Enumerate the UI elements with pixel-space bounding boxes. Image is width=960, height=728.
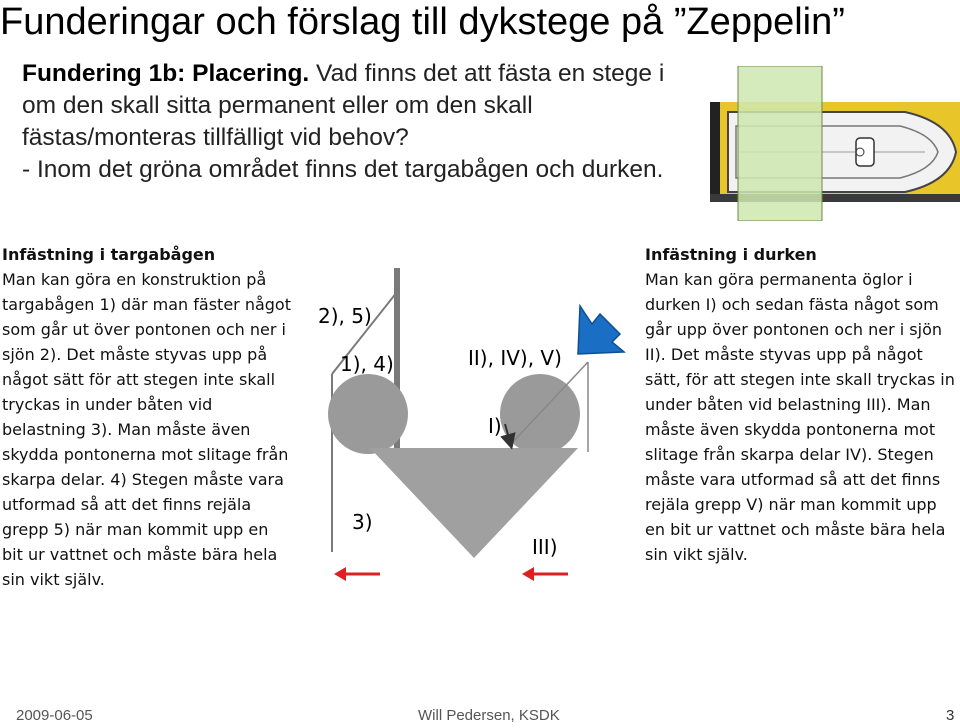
right-heading: Infästning i durken xyxy=(645,245,817,264)
right-column xyxy=(645,242,960,567)
label-I: I) xyxy=(488,414,502,438)
right-body: Man kan göra permanenta öglor i durken I) och sedan fästa något som går upp över pontonen och ner i sjön II). Det måste styvas upp på något sätt, för att stegen inte skall tryckas in under båten vid belastning III). Man måste även skydda pontonerna mot slitage från skarpa delar IV). Stegen måste vara utformad så att det finns rejäla grepp V) när man kommit upp en bit ur vattnet och måste bära hela sin vikt själv. xyxy=(645,270,955,564)
red-arrow-left-head xyxy=(334,567,346,581)
label-2-5: 2), 5) xyxy=(318,304,372,328)
intro-question: Vad finns det att fästa en stege i om den skall sitta permanent eller om den skall fästas/monteras tillfälligt vid behov? xyxy=(22,60,665,151)
blue-arrow xyxy=(578,306,624,354)
red-arrow-right-head xyxy=(522,567,534,581)
left-body: Man kan göra en konstruktion på targabågen 1) där man fäster något som går ut över pontonen och ner i sjön 2). Det måste styvas upp på något sätt för att stegen inte skall tryckas in under båten vid belastning 3). Man måste även skydda pontonerna mot slitage från skarpa delar. 4) Stegen måste vara utformad så att det finns rejäla grepp 5) när man kommit upp en bit ur vattnet och måste bära hela sin vikt själv. xyxy=(2,270,291,589)
label-II-IV-V: II), IV), V) xyxy=(468,346,562,370)
pontoon-left xyxy=(328,374,408,454)
boat-console xyxy=(856,138,874,166)
footer-date: 2009-06-05 xyxy=(16,707,93,724)
label-III: III) xyxy=(532,535,558,559)
intro-text xyxy=(22,58,702,186)
green-area xyxy=(738,66,822,221)
slide-title: Funderingar och förslag till dykstege på ”Zeppelin” xyxy=(0,1,845,43)
dock-left-dark xyxy=(710,102,720,202)
left-heading: Infästning i targabågen xyxy=(2,245,216,264)
boat-top-view-image xyxy=(710,66,960,221)
intro-note: - Inom det gröna området finns det targabågen och durken. xyxy=(22,156,664,183)
footer-author: Will Pedersen, KSDK xyxy=(418,707,560,724)
intro-label: Fundering 1b: Placering. xyxy=(22,60,310,87)
label-3: 3) xyxy=(352,510,373,534)
footer-page-number: 3 xyxy=(946,707,955,724)
left-column xyxy=(2,242,292,592)
cross-section-diagram xyxy=(300,262,630,622)
label-1-4: 1), 4) xyxy=(340,352,394,376)
